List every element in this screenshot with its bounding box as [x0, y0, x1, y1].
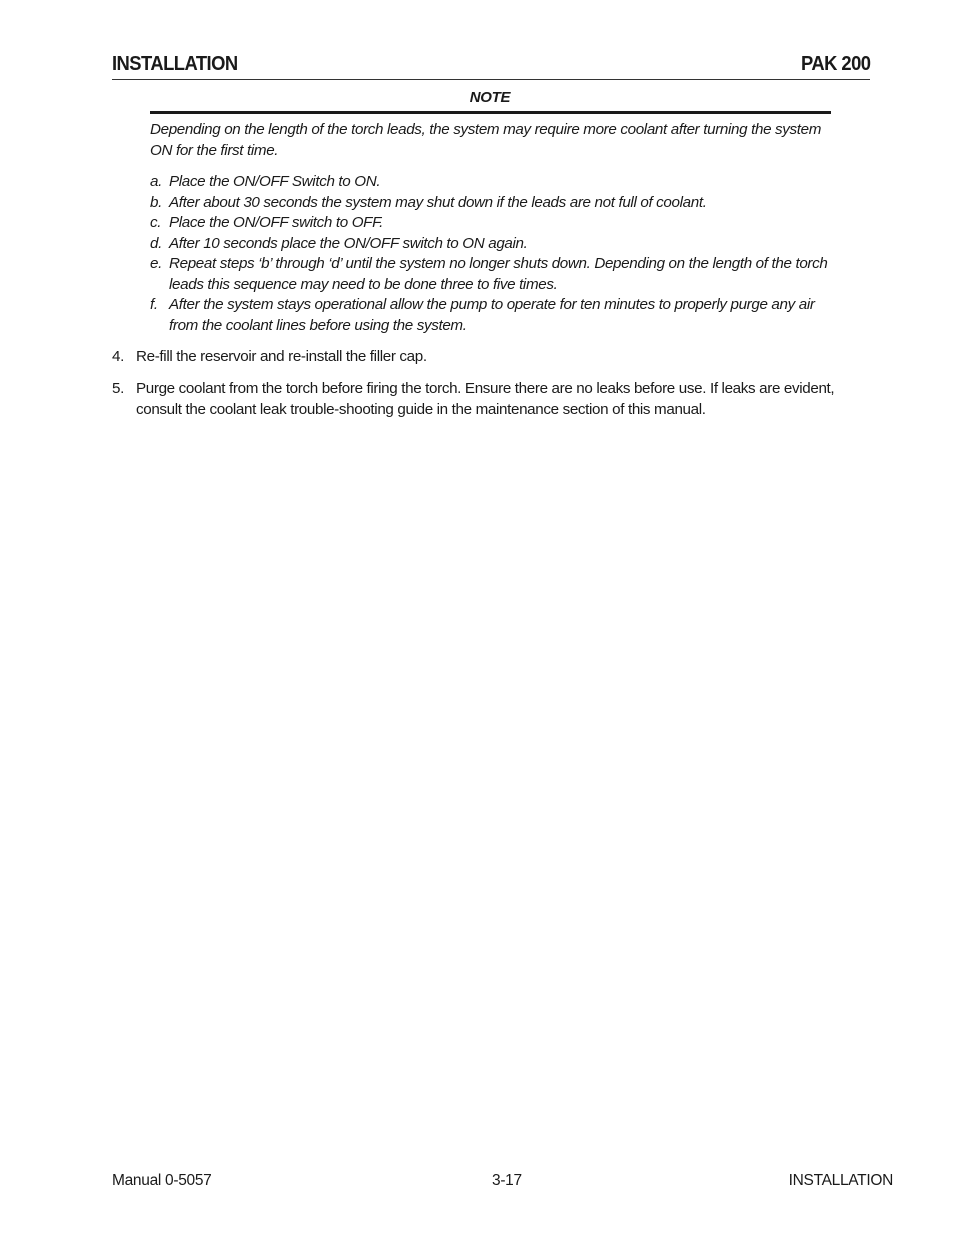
- header-product-name: PAK 200: [800, 53, 870, 75]
- footer-page-number: 3-17: [492, 1172, 522, 1189]
- step-marker: a.: [150, 173, 162, 190]
- header-divider: [112, 79, 870, 80]
- item-marker: 4.: [112, 348, 124, 365]
- list-item: [150, 193, 840, 214]
- step-text: Place the ON/OFF Switch to ON.: [169, 173, 381, 190]
- step-text: After 10 seconds place the ON/OFF switch to ON again.: [169, 234, 528, 252]
- list-item: [150, 172, 840, 193]
- step-text: Repeat steps ‘b’ through ‘d’ until the system no longer shuts down. Depending on the length of the torch leads this sequence may need to be done three to five times.: [169, 255, 828, 293]
- numbered-item-5: [112, 379, 882, 420]
- step-marker: b.: [150, 193, 162, 211]
- note-steps-list: [150, 172, 840, 336]
- note-title: NOTE: [469, 89, 511, 106]
- step-text: After the system stays operational allow the pump to operate for ten minutes to properly purge any air from the coolant lines before using the system.: [169, 296, 815, 334]
- step-marker: c.: [150, 214, 162, 231]
- step-marker: d.: [150, 234, 162, 252]
- list-item: [150, 234, 840, 255]
- item-marker: 5.: [112, 380, 124, 397]
- item-text: Re-fill the reservoir and re-install the filler cap.: [136, 348, 427, 365]
- footer-section-name: INSTALLATION: [788, 1172, 893, 1189]
- list-item: [150, 213, 840, 234]
- header-section-title: INSTALLATION: [112, 53, 238, 75]
- footer-manual-number: Manual 0-5057: [112, 1172, 212, 1189]
- note-divider: [150, 111, 831, 114]
- item-text: Purge coolant from the torch before firing the torch. Ensure there are no leaks before use. If leaks are evident, consult the coolant leak trouble-shooting guide in the maintenance section of this manual.: [136, 380, 835, 418]
- step-marker: e.: [150, 255, 162, 272]
- numbered-item-4: [112, 347, 882, 368]
- note-text: Depending on the length of the torch leads, the system may require more coolant after turning the system ON for the first time.: [150, 121, 822, 159]
- step-text: Place the ON/OFF switch to OFF.: [169, 214, 383, 231]
- list-item: [150, 254, 840, 295]
- list-item: [150, 295, 840, 336]
- step-text: After about 30 seconds the system may shut down if the leads are not full of coolant.: [169, 193, 707, 211]
- step-marker: f.: [150, 296, 158, 313]
